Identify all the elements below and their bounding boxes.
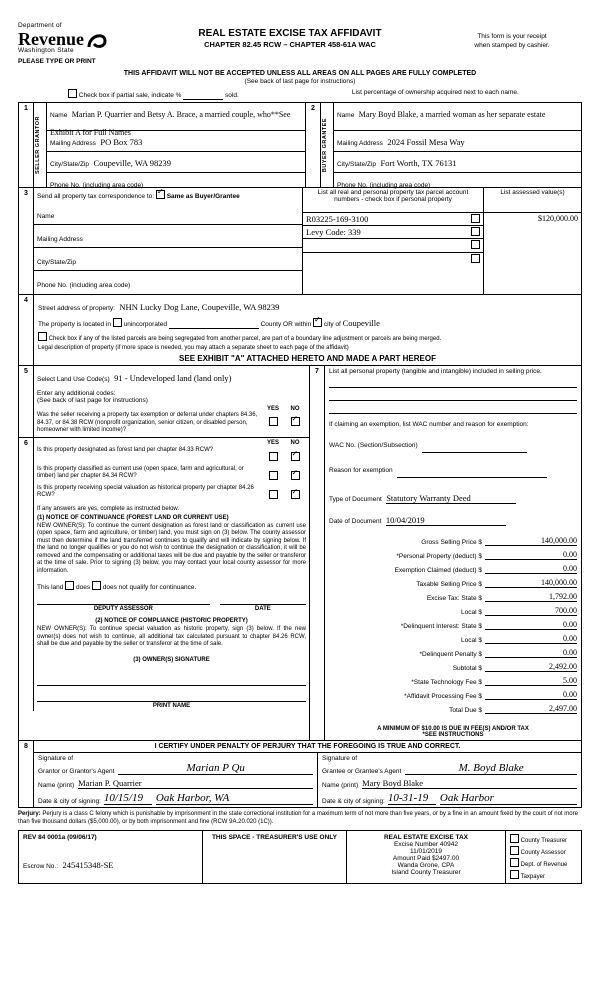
line-label-6: *Delinquent Interest: State $ xyxy=(400,623,482,630)
additional-codes-label: Enter any additional codes: xyxy=(37,390,116,397)
line-label-11: *Affidavit Processing Fee $ xyxy=(404,693,482,700)
s5-question-1: Was the seller receiving a property tax exemption or deferral under chapters 84.36, 84.37, or 84.38 RCW (nonprofit organization, senior citizen, or disabled person, homeowner with limited income)? xyxy=(37,412,258,433)
grantor-date-label: Date & city of signing: xyxy=(38,798,101,805)
s6-q1-no-checkbox[interactable] xyxy=(291,452,300,461)
perjury-note xyxy=(18,811,582,826)
footer-table xyxy=(18,830,582,884)
parcel-personal-checkbox-2[interactable] xyxy=(471,227,480,236)
stamp-line-1: REAL ESTATE EXCISE TAX xyxy=(383,834,469,841)
sold-label: sold. xyxy=(225,92,239,99)
correspondence-table xyxy=(18,188,582,295)
same-as-buyer-checkbox[interactable] xyxy=(156,190,165,199)
instructions-note: (See back of last page for instructions) xyxy=(244,78,356,85)
section-7-table xyxy=(310,366,581,740)
line-value-11[interactable]: 0.00 xyxy=(485,690,577,700)
grantor-date-value[interactable]: 10/15/19 xyxy=(104,792,152,805)
seller-city-value[interactable]: Coupeville, WA 98239 xyxy=(93,158,171,168)
owners-signature-title: (3) OWNER(S) SIGNATURE xyxy=(133,656,210,663)
wac-label: WAC No. (Section/Subsection) xyxy=(329,442,418,449)
land-does-not-checkbox[interactable] xyxy=(92,581,101,590)
line-label-3: Taxable Selling Price $ xyxy=(416,581,482,588)
line-label-8: *Delinquent Penalty $ xyxy=(419,651,482,658)
assessed-value-2[interactable] xyxy=(484,224,581,237)
buyer-block xyxy=(334,103,582,188)
land-does-not-label: does not qualify for continuance. xyxy=(102,584,197,591)
grantor-name-value[interactable]: Marian P. Quarrier xyxy=(78,778,313,789)
line-value-7[interactable]: 0.00 xyxy=(485,634,577,644)
seller-name-value[interactable]: Marian P. Quarrier and Betsy A. Brace, a married couple, who**See Exhibit A for Full Names xyxy=(50,110,291,137)
doc-date-label: Date of Document xyxy=(329,518,382,525)
assessed-value-4[interactable] xyxy=(484,250,581,263)
page-subtitle: CHAPTER 82.45 RCW – CHAPTER 458-61A WAC xyxy=(204,40,376,49)
logo-revenue: Revenue xyxy=(18,29,84,49)
notice-compliance-title: (2) NOTICE OF COMPLIANCE (HISTORIC PROPERTY) xyxy=(95,618,248,624)
assessed-block xyxy=(484,188,582,295)
receipt-line-1: This form is your receipt xyxy=(477,33,547,40)
personal-property-line-2[interactable] xyxy=(329,388,577,401)
section-5-number: 5 xyxy=(19,366,34,437)
buyer-mailing-value[interactable]: 2024 Fossil Mesa Way xyxy=(387,137,465,147)
line-label-4: Excise Tax: State $ xyxy=(426,595,482,602)
treasurer-use-label: THIS SPACE - TREASURER'S USE ONLY xyxy=(211,834,338,841)
s6-q2-yes-checkbox[interactable] xyxy=(269,471,278,480)
notice-continuance-body: NEW OWNER(S): To continue the current designation as forest land or classification as current use (open space, farm and agriculture, or timber) land, you must sign on (3) below. The county assessor must then determine if the land transferred continues to qualify and will indicate by signing below. If the land no longer qualifies or you do not wish to continue the designation or classification, it will be removed and the compensating or additional taxes will be due and payable by the seller or transferor at the time of sale. Prior to signing (3) below, you may contact your local county assessor for more information. xyxy=(37,522,306,574)
logo-dept: Department of xyxy=(18,22,62,29)
perjury-text: Perjury is a class C felony which is punishable by imprisonment in the state correctional institution for a maximum term of not more than five years, or by a fine in an amount fixed by the court of not more than five thousand dollars ($5,000.00), or by both imprisonment and fine (RCW 9A.20.020 (1C)). xyxy=(18,811,578,825)
s6-yes-header: YES xyxy=(266,439,279,446)
land-does-checkbox[interactable] xyxy=(65,581,74,590)
parcel-number-1[interactable]: R03225-169-3100 xyxy=(306,214,369,224)
exhibit-reference: SEE EXHIBIT "A" ATTACHED HERETO AND MADE A PART HEREOF xyxy=(179,354,436,363)
s6-no-header: NO xyxy=(290,439,300,446)
land-use-value[interactable]: 91 - Undeveloped land (land only) xyxy=(114,373,232,383)
rev-number: REV 84 0001a (09/06/17) xyxy=(23,834,97,841)
section-6-number: 6 xyxy=(19,438,34,711)
corr-name-label: Name xyxy=(37,213,55,220)
left-column xyxy=(19,366,310,741)
buyer-mailing-label: Mailing Address xyxy=(337,140,383,147)
city-of-checkbox[interactable] xyxy=(313,318,322,327)
s5-yes-header: YES xyxy=(266,406,279,412)
stamp-line-4: Amount Paid $2497.00 xyxy=(392,855,460,862)
assessed-value-1[interactable]: $120,000.00 xyxy=(538,214,578,223)
print-name-label: PRINT NAME xyxy=(152,702,191,709)
grantee-signature[interactable]: M. Boyd Blake xyxy=(405,762,577,775)
county-or-label: County OR within xyxy=(260,321,312,328)
located-in-label: The property is located in xyxy=(38,321,111,328)
page-title: REAL ESTATE EXCISE TAX AFFIDAVIT xyxy=(198,28,382,39)
parcel-block xyxy=(303,188,484,295)
swoosh-icon xyxy=(86,29,108,56)
stamp-line-2: Excise Number 40942 xyxy=(394,841,458,848)
personal-property-intro: List all personal property (tangible and intangible) included in selling price. xyxy=(329,368,542,375)
signature-table xyxy=(18,741,582,808)
line-label-12: Total Due $ xyxy=(449,707,482,714)
parcel-personal-checkbox-3[interactable] xyxy=(471,240,480,249)
receipt-note xyxy=(442,32,582,50)
corr-mailing-label: Mailing Address xyxy=(37,236,83,243)
line-label-1: *Personal Property (deduct) $ xyxy=(396,553,482,560)
seller-vertical-label: SELLER GRANTOR xyxy=(34,103,47,188)
personal-property-line-1[interactable] xyxy=(329,375,577,388)
land-does-label: does xyxy=(76,584,91,591)
street-address-label: Street address of property: xyxy=(38,305,115,312)
buyer-name-label: Name xyxy=(337,112,355,119)
grantor-signature-block xyxy=(34,753,318,807)
grantor-signature[interactable]: Marian P Qu xyxy=(118,762,313,775)
s6-question-2: Is this property classified as current use (open space, farm and agricultural, or timber) land per chapter 84.34 RCW? xyxy=(37,465,244,479)
partial-sale-label: Check box if partial sale, indicate % xyxy=(78,92,182,99)
reason-value[interactable] xyxy=(397,459,547,478)
document-header xyxy=(18,22,582,65)
s6-q1-yes-checkbox[interactable] xyxy=(269,452,278,461)
unincorporated-checkbox[interactable] xyxy=(113,318,122,327)
buyer-city-value[interactable]: Fort Worth, TX 76131 xyxy=(380,158,457,168)
minimum-due-note: A MINIMUM OF $10.00 IS DUE IN FEE(S) AND/OR TAX xyxy=(377,726,529,732)
owners-signature-line[interactable] xyxy=(37,663,306,686)
correspondence-block xyxy=(34,188,303,295)
parcel-header: List all real and personal property tax parcel account numbers - check box if personal property xyxy=(303,188,483,213)
right-column xyxy=(310,366,582,741)
escrow-value[interactable]: 245415348-SE xyxy=(62,860,114,870)
city-of-label: city of xyxy=(323,321,341,328)
partial-sale-checkbox[interactable] xyxy=(68,89,77,98)
agency-logo xyxy=(18,22,138,65)
grantor-name-label: Name (print) xyxy=(38,782,75,789)
seller-mailing-value[interactable]: PO Box 783 xyxy=(100,137,143,147)
additional-codes-note: (See back of last page for instructions) xyxy=(37,397,148,404)
line-value-8[interactable]: 0.00 xyxy=(485,648,577,658)
line-value-1[interactable]: 0.00 xyxy=(485,550,577,560)
parcel-personal-checkbox-4[interactable] xyxy=(471,254,480,263)
line-value-3[interactable]: 140,000.00 xyxy=(485,578,577,588)
copy-county-assessor-checkbox[interactable] xyxy=(510,846,519,855)
grantee-sig-label2: Grantee or Grantee's Agent xyxy=(322,768,402,775)
line-value-5[interactable]: 700.00 xyxy=(485,606,577,616)
seller-phone-label: Phone No. (including area code) xyxy=(50,182,144,189)
corr-phone-label: Phone No. (including area code) xyxy=(37,282,131,289)
stamp-line-6: Island County Treasurer xyxy=(391,869,461,876)
section-7-number: 7 xyxy=(310,366,325,740)
doc-date-value[interactable]: 10/04/2019 xyxy=(386,515,506,526)
copy-recipients xyxy=(506,831,582,884)
line-value-0[interactable]: 140,000.00 xyxy=(485,536,577,546)
escrow-label: Escrow No.: xyxy=(23,863,59,870)
deputy-assessor-label: DEPUTY ASSESSOR xyxy=(93,606,153,612)
main-body-table xyxy=(18,366,582,741)
pct-ownership-note: List percentage of ownership acquired next to each name. xyxy=(351,89,519,96)
line-value-4[interactable]: 1,792.00 xyxy=(485,592,577,602)
doc-type-label: Type of Document xyxy=(329,496,382,503)
buyer-phone-label: Phone No. (including area code) xyxy=(337,182,431,189)
line-value-6[interactable]: 0.00 xyxy=(485,620,577,630)
wac-value[interactable] xyxy=(422,434,527,453)
deputy-date-label: DATE xyxy=(254,606,271,612)
document-title-block xyxy=(138,28,442,49)
line-value-12[interactable]: 2,497.00 xyxy=(485,704,577,714)
section-8-number: 8 xyxy=(19,741,34,808)
treasurer-stamp xyxy=(347,831,506,884)
s6-question-1: Is this property designated as forest land per chapter 84.33 RCW? xyxy=(37,446,214,453)
grantee-date-label: Date & city of signing: xyxy=(322,798,385,805)
buyer-name-value[interactable]: Mary Boyd Blake, a married woman as her separate estate xyxy=(358,110,546,119)
reason-label: Reason for exemption xyxy=(329,467,393,474)
line-value-2[interactable]: 0.00 xyxy=(485,564,577,574)
buyer-vertical-label: BUYER GRANTEE xyxy=(321,103,334,188)
grantor-sig-label2: Grantor or Grantor's Agent xyxy=(38,768,115,775)
buyer-city-label: City/State/Zip xyxy=(337,161,377,168)
s5-q1-yes-checkbox[interactable] xyxy=(269,417,278,426)
grantor-city-value[interactable]: Oak Harbor, WA xyxy=(156,792,313,805)
seller-city-label: City/State/Zip xyxy=(50,161,90,168)
unincorporated-label: unincorporated xyxy=(123,321,167,328)
copy-county-treasurer-label: County Treasurer xyxy=(520,838,568,844)
seller-name-label: Name xyxy=(50,112,68,119)
segregation-label: Check box if any of the listed parcels are being segregated from another parcel, are part of a boundary line adjustment or parcels are being merged. xyxy=(48,336,442,342)
line-label-0: Gross Selling Price $ xyxy=(421,539,482,546)
print-name-line[interactable] xyxy=(37,700,306,702)
property-address-table xyxy=(18,295,582,366)
copy-taxpayer-checkbox[interactable] xyxy=(510,870,519,879)
s6-q3-no-checkbox[interactable] xyxy=(291,490,300,499)
partial-sale-row xyxy=(18,89,582,100)
this-land-label: This land xyxy=(37,584,64,591)
receipt-line-2: when stamped by cashier. xyxy=(474,42,550,49)
tax-calculation-list xyxy=(329,536,577,714)
parcel-number-2[interactable]: Levy Code: 339 xyxy=(306,227,361,237)
land-use-label: Select Land Use Code(s) xyxy=(37,376,110,383)
section-1-number: 1 xyxy=(19,103,34,188)
section-4-number: 4 xyxy=(19,295,34,366)
grantee-name-value[interactable]: Mary Boyd Blake xyxy=(362,778,577,789)
section-3-number: 3 xyxy=(19,188,34,295)
seller-block xyxy=(47,103,306,188)
section-2-number: 2 xyxy=(306,103,321,188)
assessed-header: List assessed value(s) xyxy=(484,188,581,213)
certify-statement: I CERTIFY UNDER PENALTY OF PERJURY THAT THE FOREGOING IS TRUE AND CORRECT. xyxy=(34,741,581,753)
section-5-table xyxy=(19,366,309,438)
personal-property-line-3[interactable] xyxy=(329,401,577,414)
parcel-personal-checkbox-1[interactable] xyxy=(471,214,480,223)
same-as-buyer-label: Same as Buyer/Grantee xyxy=(166,193,240,200)
s6-question-3: Is this property receiving special valuation as historical property per chapter 84.26 RCW? xyxy=(37,484,254,498)
seller-mailing-label: Mailing Address xyxy=(50,140,96,147)
s5-no-header: NO xyxy=(290,406,300,412)
copy-taxpayer-label: Taxpayer xyxy=(520,874,545,880)
completion-banner: THIS AFFIDAVIT WILL NOT BE ACCEPTED UNLESS ALL AREAS ON ALL PAGES ARE FULLY COMPLETED xyxy=(123,70,477,77)
notice-compliance-body: NEW OWNER(S): To continue special valuation as historic property, sign (3) below. If the new owner(s) does not wish to continue, all additional tax calculated pursuant to chapter 84.26 RCW, shall be due and payable by the seller or transferor at the time of sale. xyxy=(37,626,306,647)
stamp-line-3: 11/01/2019 xyxy=(409,848,443,855)
city-of-value[interactable]: Coupeville xyxy=(342,318,380,328)
copy-dor-checkbox[interactable] xyxy=(510,858,519,867)
deputy-date-line[interactable] xyxy=(220,603,306,605)
line-label-7: Local $ xyxy=(461,637,482,644)
see-instructions-note: *SEE INSTRUCTIONS xyxy=(422,732,484,738)
line-label-10: *State Technology Fee $ xyxy=(411,679,482,686)
grantee-date-value[interactable]: 10-31-19 xyxy=(388,792,436,805)
line-label-2: Exemption Claimed (deduct) $ xyxy=(394,567,482,574)
corr-city-label: City/State/Zip xyxy=(37,259,77,266)
notice-continuance-title: (1) NOTICE OF CONTINUANCE (FOREST LAND OR CURRENT USE) xyxy=(37,514,229,521)
perjury-label: Perjury: xyxy=(18,811,41,817)
correspondence-label: Send all property tax correspondence to: xyxy=(37,193,155,200)
s5-q1-no-checkbox[interactable] xyxy=(291,417,300,426)
grantee-sig-label: Signature of xyxy=(322,755,358,762)
grantee-name-label: Name (print) xyxy=(322,782,359,789)
doc-type-value[interactable]: Statutory Warranty Deed xyxy=(386,493,516,504)
line-label-5: Local $ xyxy=(461,609,482,616)
s6-if-any-note: If any answers are yes, complete as instructed below. xyxy=(37,505,180,512)
deputy-assessor-line[interactable] xyxy=(37,603,210,605)
copy-county-assessor-label: County Assessor xyxy=(520,850,566,856)
exemption-claim-label: If claiming an exemption, list WAC number and reason for exemption: xyxy=(329,421,529,428)
copy-county-treasurer-checkbox[interactable] xyxy=(510,834,519,843)
assessed-value-3[interactable] xyxy=(484,237,581,250)
parties-table xyxy=(18,102,582,188)
section-6-table xyxy=(19,438,309,711)
grantee-city-value[interactable]: Oak Harbor xyxy=(440,792,577,805)
copy-dor-label: Dept. of Revenue xyxy=(520,862,568,868)
footer-left xyxy=(19,831,203,884)
line-value-10[interactable]: 5.00 xyxy=(485,676,577,686)
s6-q3-yes-checkbox[interactable] xyxy=(269,490,278,499)
affidavit-sheet xyxy=(18,22,582,884)
line-label-9: Subtotal $ xyxy=(452,665,482,672)
street-address-value[interactable]: NHN Lucky Dog Lane, Coupeville, WA 98239 xyxy=(119,302,280,312)
grantor-sig-label: Signature of xyxy=(38,755,74,762)
s6-q2-no-checkbox[interactable] xyxy=(291,471,300,480)
line-value-9[interactable]: 2,492.00 xyxy=(485,662,577,672)
legal-description-label: Legal description of property (if more space is needed, you may attach a separate sheet to each page of the affidavit) xyxy=(38,345,349,351)
segregation-checkbox[interactable] xyxy=(38,332,47,341)
logo-washington: Washington State xyxy=(18,47,74,54)
type-print-note: PLEASE TYPE OR PRINT xyxy=(18,58,96,65)
grantee-signature-block xyxy=(318,753,581,807)
stamp-line-5: Wanda Grone, CPA xyxy=(397,862,455,869)
treasurer-space xyxy=(203,831,347,884)
